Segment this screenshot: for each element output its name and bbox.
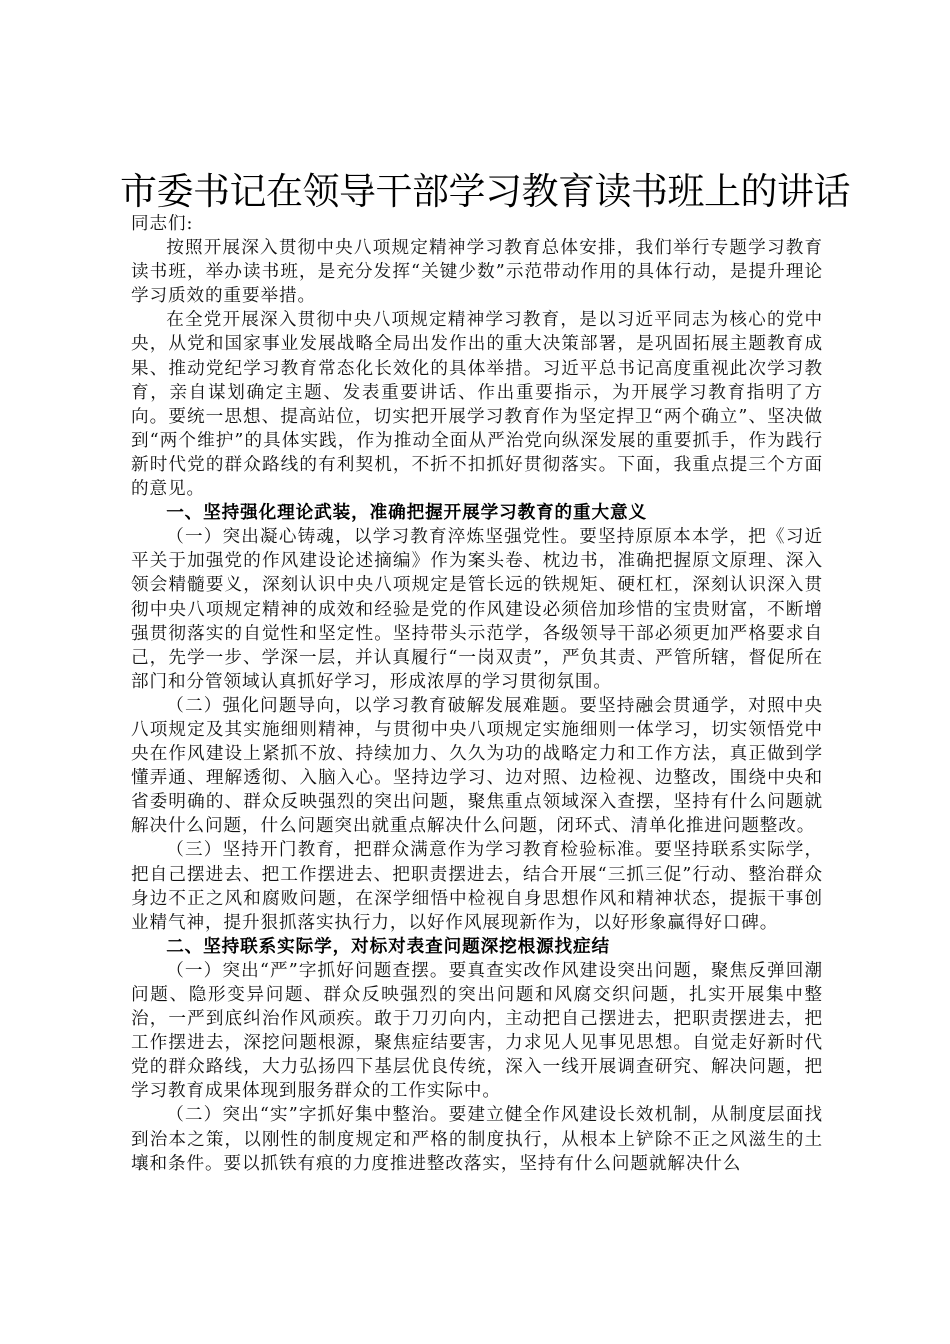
- document-title: 市委书记在领导干部学习教育读书班上的讲话: [120, 170, 850, 213]
- paragraph: （一）突出“严”字抓好问题查摆。要真查实改作风建设突出问题，聚焦反弹回潮问题、隐形变异问题、群众反映强烈的突出问题和风腐交织问题，扎实开展集中整治，一严到底纠治作风顽疾。敢于刀刃向内，主动把自己摆进去，把职责摆进去，把工作摆进去，深挖问题根源，聚焦症结要害，力求见人见事见思想。自觉走好新时代党的群众路线，大力弘扬四下基层优良传统，深入一线开展调查研究、解决问题，把学习教育成果体现到服务群众的工作实际中。: [131, 960, 823, 1102]
- document-body: [131, 212, 823, 1176]
- section-heading: 一、坚持强化理论武装，准确把握开展学习教育的重大意义: [166, 502, 648, 524]
- paragraph: （一）突出凝心铸魂，以学习教育淬炼坚强党性。要坚持原原本本学，把《习近平关于加强党的作风建设论述摘编》作为案头卷、枕边书，准确把握原文原理、深入领会精髓要义，深刻认识中央八项规定是管长远的铁规矩、硬杠杠，深刻认识深入贯彻中央八项规定精神的成效和经验是党的作风建设必须倍加珍惜的宝贵财富，不断增强贯彻落实的自觉性和坚定性。坚持带头示范学，各级领导干部必须更加严格要求自己，先学一步、学深一层，并认真履行“一岗双责”，严负其责、严管所辖，督促所在部门和分管领域认真抓好学习，形成浓厚的学习贯彻氛围。: [131, 527, 823, 692]
- paragraph: （三）坚持开门教育，把群众满意作为学习教育检验标准。要坚持联系实际学，把自己摆进去、把工作摆进去、把职责摆进去，结合开展“三抓三促”行动、整治群众身边不正之风和腐败问题，在深学细悟中检视自身思想作风和精神状态，提振干事创业精气神，提升狠抓落实执行力，以好作风展现新作为，以好形象赢得好口碑。: [131, 840, 823, 933]
- paragraph: 在全党开展深入贯彻中央八项规定精神学习教育，是以习近平同志为核心的党中央，从党和国家事业发展战略全局出发作出的重大决策部署，是巩固拓展主题教育成果、推动党纪学习教育常态化长效化的具体举措。习近平总书记高度重视此次学习教育，亲自谋划确定主题、发表重要讲话、作出重要指示，为开展学习教育指明了方向。要统一思想、提高站位，切实把开展学习教育作为坚定捍卫“两个确立”、坚决做到“两个维护”的具体实践，作为推动全面从严治党向纵深发展的重要抓手，作为践行新时代党的群众路线的有利契机，不折不扣抓好贯彻落实。下面，我重点提三个方面的意见。: [131, 310, 823, 500]
- paragraph: 按照开展深入贯彻中央八项规定精神学习教育总体安排，我们举行专题学习教育读书班，举办读书班，是充分发挥“关键少数”示范带动作用的具体行动，是提升理论学习质效的重要举措。: [131, 238, 823, 307]
- section-heading: 二、坚持联系实际学，对标对表查问题深挖根源找症结: [166, 935, 611, 957]
- paragraph: （二）强化问题导向，以学习教育破解发展难题。要坚持融会贯通学，对照中央八项规定及其实施细则精神，与贯彻中央八项规定实施细则一体学习，切实领悟党中央在作风建设上紧抓不放、持续加力、久久为功的战略定力和工作方法，真正做到学懂弄通、理解透彻、入脑入心。坚持边学习、边对照、边检视、边整改，围绕中央和省委明确的、群众反映强烈的突出问题，聚焦重点领域深入查摆，坚持有什么问题就解决什么问题，什么问题突出就重点解决什么问题，闭环式、清单化推进问题整改。: [131, 695, 823, 837]
- salutation: 同志们:: [131, 214, 194, 234]
- paragraph: （二）突出“实”字抓好集中整治。要建立健全作风建设长效机制，从制度层面找到治本之策，以刚性的制度规定和严格的制度执行，从根本上铲除不正之风滋生的土壤和条件。要以抓铁有痕的力度推进整改落实，坚持有什么问题就解决什么: [131, 1105, 823, 1174]
